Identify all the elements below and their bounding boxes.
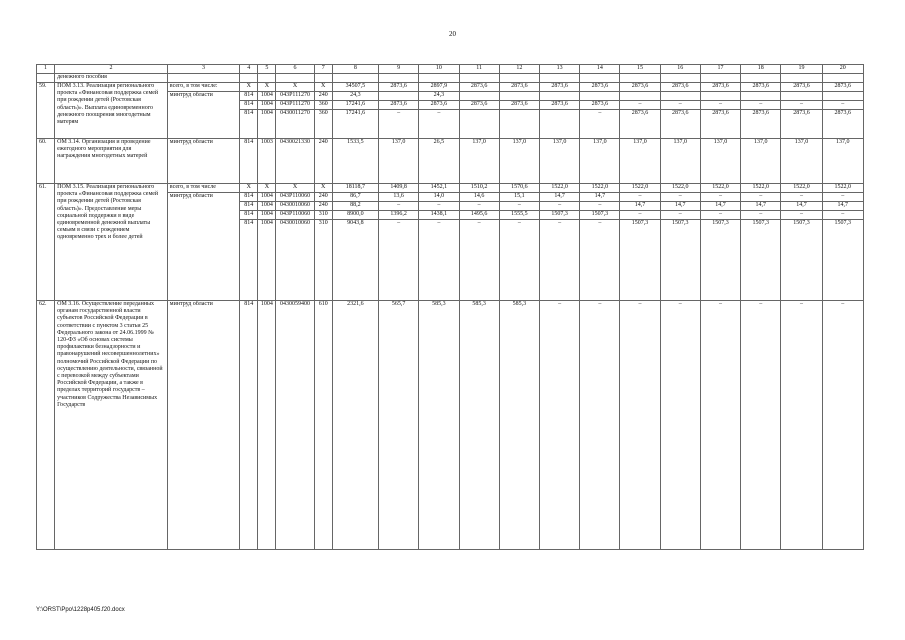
cell-value: 14,0 bbox=[419, 193, 459, 202]
cell-value: – bbox=[499, 220, 539, 301]
cell-value: 814 bbox=[240, 101, 258, 110]
cell-value: – bbox=[379, 202, 419, 211]
cell-value: 0430010060 bbox=[276, 220, 314, 301]
column-number: 5 bbox=[258, 65, 276, 74]
executor: минтруд области bbox=[167, 301, 239, 550]
cell-value: 814 bbox=[240, 92, 258, 101]
cell-value bbox=[822, 92, 863, 101]
cell-value bbox=[539, 110, 579, 139]
table-row-continuation bbox=[37, 74, 864, 83]
cell-value: 2873,6 bbox=[419, 101, 459, 110]
cell-value: 2873,6 bbox=[660, 83, 700, 92]
cell-value: 18118,7 bbox=[332, 184, 378, 193]
column-number: 1 bbox=[37, 65, 55, 74]
cell-value: – bbox=[700, 193, 740, 202]
cell-value: 565,7 bbox=[379, 301, 419, 550]
cell-value: 585,3 bbox=[499, 301, 539, 550]
cell-value: – bbox=[620, 101, 660, 110]
column-number-row bbox=[37, 65, 864, 74]
cell-value: 14,7 bbox=[580, 193, 620, 202]
cell-value: 14,6 bbox=[459, 193, 499, 202]
cell-value: 1522,0 bbox=[741, 184, 781, 193]
row-number: 62. bbox=[37, 301, 55, 550]
cell-value: – bbox=[539, 202, 579, 211]
cell-value: – bbox=[660, 301, 700, 550]
cell-value: – bbox=[822, 193, 863, 202]
cell-value: – bbox=[580, 202, 620, 211]
row-number: 60. bbox=[37, 139, 55, 184]
cell-value: Х bbox=[240, 83, 258, 92]
cell-value: 1004 bbox=[258, 101, 276, 110]
cell-value: 1555,5 bbox=[499, 211, 539, 220]
column-number: 18 bbox=[741, 65, 781, 74]
cell-value: 2873,6 bbox=[499, 101, 539, 110]
row-number: 61. bbox=[37, 184, 55, 301]
cell-value: – bbox=[499, 202, 539, 211]
table-row bbox=[37, 301, 864, 550]
cell-value: 2873,6 bbox=[822, 110, 863, 139]
cell-value: 1004 bbox=[258, 301, 276, 550]
cell-value: 1507,3 bbox=[700, 220, 740, 301]
cell-value: 1004 bbox=[258, 202, 276, 211]
column-number: 15 bbox=[620, 65, 660, 74]
cell-value: 137,0 bbox=[620, 139, 660, 184]
cell-value: – bbox=[822, 101, 863, 110]
cell-value: – bbox=[660, 211, 700, 220]
cell-value: 240 bbox=[314, 139, 332, 184]
column-number: 10 bbox=[419, 65, 459, 74]
cell-value: – bbox=[660, 101, 700, 110]
cell-value bbox=[660, 92, 700, 101]
cell-value: 2873,6 bbox=[580, 83, 620, 92]
cell-value: Х bbox=[258, 184, 276, 193]
cell-value: – bbox=[620, 193, 660, 202]
cell-value: 2873,6 bbox=[700, 110, 740, 139]
cell-value: Х bbox=[240, 184, 258, 193]
cell-value: 26,5 bbox=[419, 139, 459, 184]
cell-value: – bbox=[781, 211, 822, 220]
cell-value: 1507,3 bbox=[822, 220, 863, 301]
cell-value: – bbox=[459, 202, 499, 211]
cell-value: 2873,6 bbox=[459, 101, 499, 110]
cell-value: 34507,5 bbox=[332, 83, 378, 92]
budget-table bbox=[36, 64, 864, 550]
cell-value: 0430059400 bbox=[276, 301, 314, 550]
cell-value: Х bbox=[314, 83, 332, 92]
cell-value: 2873,6 bbox=[379, 101, 419, 110]
cell-value: 2873,6 bbox=[741, 83, 781, 92]
cell-value: 814 bbox=[240, 193, 258, 202]
cell-value: 24,3 bbox=[419, 92, 459, 101]
cell-value: 1004 bbox=[258, 92, 276, 101]
cell-value: 137,0 bbox=[700, 139, 740, 184]
cell-value: 1438,1 bbox=[419, 211, 459, 220]
cell-value: 1004 bbox=[258, 193, 276, 202]
cell-value: – bbox=[781, 101, 822, 110]
cell-value: 1522,0 bbox=[580, 184, 620, 193]
cell-value bbox=[459, 110, 499, 139]
cell-value: 1507,3 bbox=[660, 220, 700, 301]
row-number: 59. bbox=[37, 83, 55, 139]
executor: всего, в том числе bbox=[167, 184, 239, 193]
cell-value: – bbox=[741, 101, 781, 110]
cell-value: 14,7 bbox=[822, 202, 863, 211]
cell-value: 1522,0 bbox=[700, 184, 740, 193]
cell-value: Х bbox=[258, 83, 276, 92]
cell-value: 137,0 bbox=[580, 139, 620, 184]
cell-value bbox=[379, 92, 419, 101]
cell-value: 8900,0 bbox=[332, 211, 378, 220]
cell-value: 0430010060 bbox=[276, 202, 314, 211]
cell-value: 137,0 bbox=[539, 139, 579, 184]
cell-value: 240 bbox=[314, 92, 332, 101]
cell-value: 137,0 bbox=[781, 139, 822, 184]
cell-value: 814 bbox=[240, 220, 258, 301]
column-number: 20 bbox=[822, 65, 863, 74]
measure-name: ПОМ 3.15. Реализация регионального проекта «Финансовая поддержка семей при рождении детей (Ростовская область)». Предоставление меры социальной поддержки в виде единовременной денежной выплаты семьям в связи с рождением одновременно трех и более детей bbox=[55, 184, 168, 301]
cell-value: 2873,6 bbox=[660, 110, 700, 139]
cell-value: Х bbox=[314, 184, 332, 193]
cell-value: – bbox=[741, 193, 781, 202]
cell-value: – bbox=[379, 220, 419, 301]
column-number: 7 bbox=[314, 65, 332, 74]
column-number: 16 bbox=[660, 65, 700, 74]
page-number: 20 bbox=[449, 30, 456, 38]
column-number: 6 bbox=[276, 65, 314, 74]
cell-value: 137,0 bbox=[499, 139, 539, 184]
table-row bbox=[37, 184, 864, 193]
cell-value: 17241,6 bbox=[332, 110, 378, 139]
cell-value: 814 bbox=[240, 139, 258, 184]
cell-value: 814 bbox=[240, 110, 258, 139]
cell-value: 240 bbox=[314, 193, 332, 202]
cell-value bbox=[700, 92, 740, 101]
table-row bbox=[37, 139, 864, 184]
cell-value: 2873,6 bbox=[781, 83, 822, 92]
cell-value bbox=[499, 110, 539, 139]
cell-value: 137,0 bbox=[822, 139, 863, 184]
cell-value: 1507,3 bbox=[781, 220, 822, 301]
cell-value: – bbox=[539, 220, 579, 301]
cell-value: 1522,0 bbox=[781, 184, 822, 193]
executor: всего, в том числе: bbox=[167, 83, 239, 92]
cell-value: 2873,6 bbox=[822, 83, 863, 92]
cell-value: – bbox=[700, 101, 740, 110]
cell-value: 1495,6 bbox=[459, 211, 499, 220]
column-number: 9 bbox=[379, 65, 419, 74]
cell-value: 310 bbox=[314, 220, 332, 301]
file-path-footer: Y:\ORST\Ppo\1228p405.f20.docx bbox=[36, 607, 125, 613]
cell-value: – bbox=[700, 301, 740, 550]
cell-value: 14,7 bbox=[620, 202, 660, 211]
table-row bbox=[37, 83, 864, 92]
cell-value: – bbox=[741, 301, 781, 550]
cell-value bbox=[459, 92, 499, 101]
cell-value: – bbox=[580, 110, 620, 139]
cell-value: – bbox=[822, 211, 863, 220]
cell-value: 1522,0 bbox=[620, 184, 660, 193]
cell-value: 2873,6 bbox=[781, 110, 822, 139]
cell-value: 86,7 bbox=[332, 193, 378, 202]
cell-value: – bbox=[620, 211, 660, 220]
measure-name: ПОМ 3.13. Реализация регионального проекта «Финансовая поддержка семей при рождении детей (Ростовская область)». Выплата единовременного денежного поощрения многодетным матерям bbox=[55, 83, 168, 139]
executor: минтруд области bbox=[167, 193, 239, 301]
cell-value: 137,0 bbox=[459, 139, 499, 184]
cell-value: – bbox=[419, 110, 459, 139]
cell-value: 13,6 bbox=[379, 193, 419, 202]
cell-value: 585,3 bbox=[419, 301, 459, 550]
cell-value: 1570,6 bbox=[499, 184, 539, 193]
column-number: 14 bbox=[580, 65, 620, 74]
cell-value: 2873,6 bbox=[379, 83, 419, 92]
cell-value: 1004 bbox=[258, 110, 276, 139]
cell-value: 2873,6 bbox=[741, 110, 781, 139]
cell-value: 17241,6 bbox=[332, 101, 378, 110]
column-number: 8 bbox=[332, 65, 378, 74]
cell-value: 2897,9 bbox=[419, 83, 459, 92]
cell-value: – bbox=[741, 211, 781, 220]
cell-value: 137,0 bbox=[660, 139, 700, 184]
cell-value: 24,3 bbox=[332, 92, 378, 101]
cell-value: 814 bbox=[240, 202, 258, 211]
cell-value bbox=[580, 92, 620, 101]
cell-value: 360 bbox=[314, 101, 332, 110]
cell-value: 1003 bbox=[258, 139, 276, 184]
cell-value: – bbox=[539, 301, 579, 550]
cell-value: 043P111270 bbox=[276, 92, 314, 101]
cell-value: 310 bbox=[314, 211, 332, 220]
measure-name: ОМ 3.16. Осуществление переданных органам государственной власти субъектов Российской Федерации в соответствии с пунктом 3 статьи 25 Федерального закона от 24.06.1999 № 120-ФЗ «Об основах системы профилактики безнадзорности и правонарушений несовершеннолетних» полномочий Российской Федерации по осуществлению деятельности, связанной с перевозкой между субъектами Российской Федерации, а также в пределах территорий государств – участников Содружества Независимых Государств bbox=[55, 301, 168, 550]
cell-value: 1507,3 bbox=[620, 220, 660, 301]
cell-value: 0430011270 bbox=[276, 110, 314, 139]
cell-value: 1004 bbox=[258, 211, 276, 220]
cell-value: 2873,6 bbox=[580, 101, 620, 110]
cell-value: – bbox=[620, 301, 660, 550]
cell-value: – bbox=[781, 301, 822, 550]
cell-value: 14,7 bbox=[660, 202, 700, 211]
cell-value: 610 bbox=[314, 301, 332, 550]
column-number: 11 bbox=[459, 65, 499, 74]
continuation-text: денежного пособия bbox=[55, 74, 168, 83]
cell-value bbox=[539, 92, 579, 101]
cell-value: – bbox=[580, 220, 620, 301]
cell-value: 1522,0 bbox=[539, 184, 579, 193]
cell-value: 14,7 bbox=[741, 202, 781, 211]
cell-value: Х bbox=[276, 184, 314, 193]
cell-value: 1004 bbox=[258, 220, 276, 301]
cell-value: 137,0 bbox=[741, 139, 781, 184]
cell-value: 240 bbox=[314, 202, 332, 211]
column-number: 12 bbox=[499, 65, 539, 74]
cell-value: 15,1 bbox=[499, 193, 539, 202]
cell-value: 2873,6 bbox=[539, 101, 579, 110]
cell-value: 043P110060 bbox=[276, 193, 314, 202]
cell-value: – bbox=[781, 193, 822, 202]
cell-value: 2873,6 bbox=[499, 83, 539, 92]
column-number: 13 bbox=[539, 65, 579, 74]
cell-value: 1507,3 bbox=[741, 220, 781, 301]
cell-value: – bbox=[379, 110, 419, 139]
cell-value: 1510,2 bbox=[459, 184, 499, 193]
cell-value: 9043,8 bbox=[332, 220, 378, 301]
cell-value: 043P111270 bbox=[276, 101, 314, 110]
column-number: 3 bbox=[167, 65, 239, 74]
cell-value bbox=[741, 92, 781, 101]
cell-value: – bbox=[459, 220, 499, 301]
cell-value: 1522,0 bbox=[660, 184, 700, 193]
cell-value bbox=[499, 92, 539, 101]
column-number: 17 bbox=[700, 65, 740, 74]
cell-value: 2873,6 bbox=[700, 83, 740, 92]
cell-value: – bbox=[660, 193, 700, 202]
cell-value: – bbox=[580, 301, 620, 550]
cell-value: 1452,1 bbox=[419, 184, 459, 193]
cell-value: 2873,6 bbox=[459, 83, 499, 92]
cell-value: 814 bbox=[240, 301, 258, 550]
cell-value: 1507,3 bbox=[539, 211, 579, 220]
column-number: 2 bbox=[55, 65, 168, 74]
cell-value: 2873,6 bbox=[620, 110, 660, 139]
cell-value: 14,7 bbox=[539, 193, 579, 202]
cell-value: – bbox=[700, 211, 740, 220]
cell-value bbox=[781, 92, 822, 101]
cell-value: 0430021330 bbox=[276, 139, 314, 184]
executor: минтруд области bbox=[167, 139, 239, 184]
cell-value: 88,2 bbox=[332, 202, 378, 211]
cell-value: 14,7 bbox=[781, 202, 822, 211]
cell-value bbox=[620, 92, 660, 101]
executor: минтруд области bbox=[167, 92, 239, 139]
cell-value: 360 bbox=[314, 110, 332, 139]
cell-value: – bbox=[822, 301, 863, 550]
cell-value: 1396,2 bbox=[379, 211, 419, 220]
cell-value: – bbox=[419, 220, 459, 301]
cell-value: 814 bbox=[240, 211, 258, 220]
cell-value: 2321,6 bbox=[332, 301, 378, 550]
cell-value: 2873,6 bbox=[539, 83, 579, 92]
cell-value: 585,3 bbox=[459, 301, 499, 550]
cell-value: 2873,6 bbox=[620, 83, 660, 92]
cell-value: 1533,5 bbox=[332, 139, 378, 184]
cell-value: 1522,0 bbox=[822, 184, 863, 193]
cell-value: 1409,8 bbox=[379, 184, 419, 193]
cell-value: 137,0 bbox=[379, 139, 419, 184]
cell-value: Х bbox=[276, 83, 314, 92]
measure-name: ОМ 3.14. Организация и проведение ежегодного мероприятия для награждения многодетных матерей bbox=[55, 139, 168, 184]
column-number: 4 bbox=[240, 65, 258, 74]
cell-value: – bbox=[419, 202, 459, 211]
column-number: 19 bbox=[781, 65, 822, 74]
cell-value: 1507,3 bbox=[580, 211, 620, 220]
cell-value: 14,7 bbox=[700, 202, 740, 211]
table-body bbox=[37, 65, 864, 550]
cell-value: 043P110060 bbox=[276, 211, 314, 220]
